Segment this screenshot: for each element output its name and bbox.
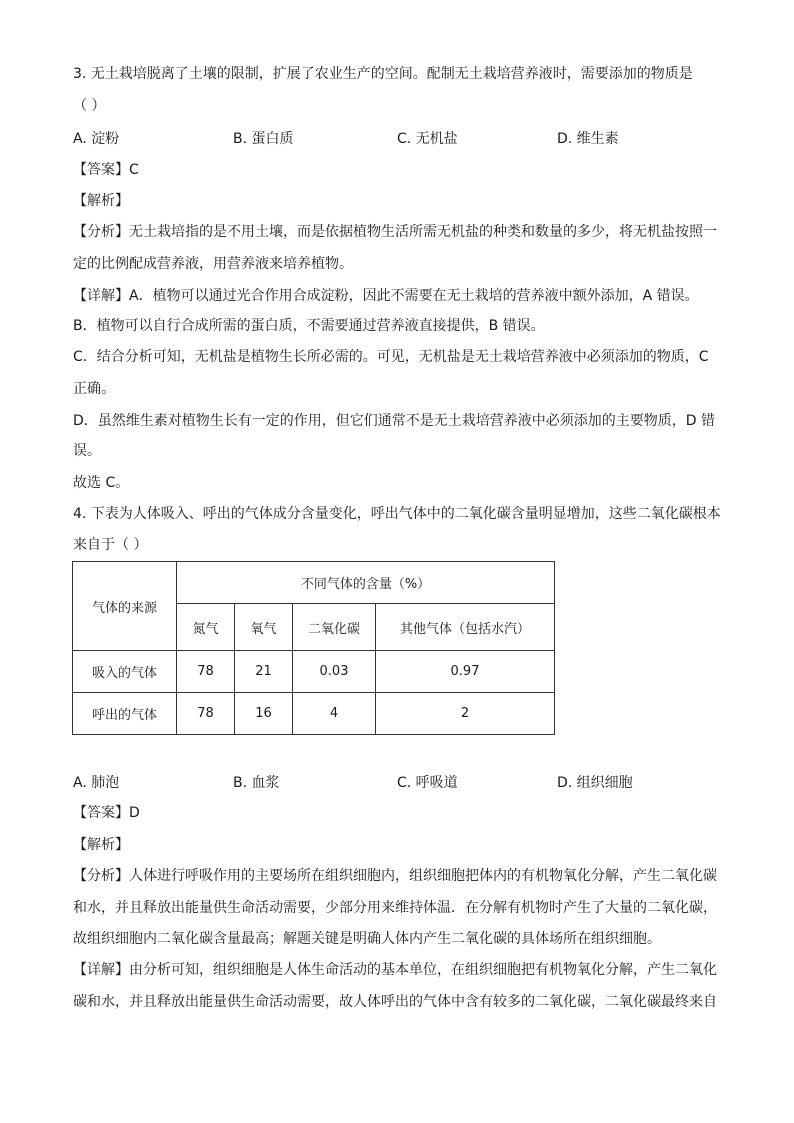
q3-analysis-head: 【解析】 [73, 193, 129, 209]
gas-content-table [72, 561, 555, 735]
q3-line: 误。 [73, 443, 101, 459]
table-cell: 2 [376, 693, 555, 735]
q4-option-d: D. 组织细胞 [557, 775, 633, 791]
q3-answer: 【答案】C [73, 162, 139, 178]
q3-options [73, 129, 733, 149]
q3-line: C．结合分析可知，无机盐是植物生长所必需的。可见，无机盐是无土栽培营养液中必须添加的物质，C [73, 349, 709, 365]
q3-line: 【详解】A．植物可以通过光合作用合成淀粉，因此不需要在无土栽培的营养液中额外添加，A 错误。 [73, 288, 699, 304]
q3-stem-line1: 3. 无土栽培脱离了土壤的限制，扩展了农业生产的空间。配制无土栽培营养液时，需要添加的物质是 [73, 66, 693, 82]
table-cell: 78 [177, 693, 235, 735]
row-label: 吸入的气体 [73, 651, 177, 693]
q3-line: 故选 C。 [73, 475, 130, 491]
column-header-carbon-dioxide: 二氧化碳 [293, 604, 376, 651]
q4-answer: 【答案】D [73, 805, 140, 821]
table-cell: 21 [235, 651, 293, 693]
table-row [73, 693, 555, 735]
q4-option-a: A. 肺泡 [73, 775, 120, 791]
column-header-other-gases: 其他气体（包括水汽） [376, 604, 555, 651]
q4-option-b: B. 血浆 [233, 775, 280, 791]
q3-option-a: A. 淀粉 [73, 131, 120, 147]
q3-option-d: D. 维生素 [557, 131, 619, 147]
column-header-nitrogen: 氮气 [177, 604, 235, 651]
table-row [73, 651, 555, 693]
table-cell: 0.03 [293, 651, 376, 693]
q4-line: 和水，并且释放出能量供生命活动需要，少部分用来维持体温．在分解有机物时产生了大量的二氧化碳， [73, 900, 717, 916]
q4-line: 【分析】人体进行呼吸作用的主要场所在组织细胞内，组织细胞把体内的有机物氧化分解，产生二氧化碳 [73, 868, 717, 884]
q3-line: 【分析】无土栽培指的是不用土壤，而是依据植物生活所需无机盐的种类和数量的多少，将无机盐按照一 [73, 224, 717, 240]
q4-option-c: C. 呼吸道 [397, 775, 458, 791]
row-label: 呼出的气体 [73, 693, 177, 735]
table-cell: 0.97 [376, 651, 555, 693]
q4-options [73, 773, 733, 793]
q3-stem-line2: （ ） [73, 98, 106, 114]
q4-line: 故组织细胞内二氧化碳含量最高；解题关键是明确人体内产生二氧化碳的具体场所在组织细胞。 [73, 931, 661, 947]
q4-stem-line2: 来自于（ ） [73, 537, 148, 553]
group-header-cell: 不同气体的含量（%） [177, 562, 555, 604]
q4-analysis-head: 【解析】 [73, 837, 129, 853]
q3-line: 正确。 [73, 381, 115, 397]
q4-line: 碳和水，并且释放出能量供生命活动需要，故人体呼出的气体中含有较多的二氧化碳，二氧化碳最终来自 [73, 994, 717, 1010]
table-cell: 78 [177, 651, 235, 693]
column-header-oxygen: 氧气 [235, 604, 293, 651]
table-cell: 4 [293, 693, 376, 735]
row-header-cell: 气体的来源 [73, 562, 177, 651]
q3-option-c: C. 无机盐 [397, 131, 458, 147]
q4-stem-line1: 4. 下表为人体吸入、呼出的气体成分含量变化，呼出气体中的二氧化碳含量明显增加，这些二氧化碳根本 [73, 506, 721, 522]
q3-line: B．植物可以自行合成所需的蛋白质，不需要通过营养液直接提供，B 错误。 [73, 318, 545, 334]
q3-option-b: B. 蛋白质 [233, 131, 294, 147]
q3-line: D．虽然维生素对植物生长有一定的作用，但它们通常不是无土栽培营养液中必须添加的主要物质，D 错 [73, 413, 716, 429]
table-cell: 16 [235, 693, 293, 735]
q3-line: 定的比例配成营养液，用营养液来培养植物。 [73, 256, 353, 272]
q4-line: 【详解】由分析可知，组织细胞是人体生命活动的基本单位，在组织细胞把有机物氧化分解，产生二氧化 [73, 962, 717, 978]
